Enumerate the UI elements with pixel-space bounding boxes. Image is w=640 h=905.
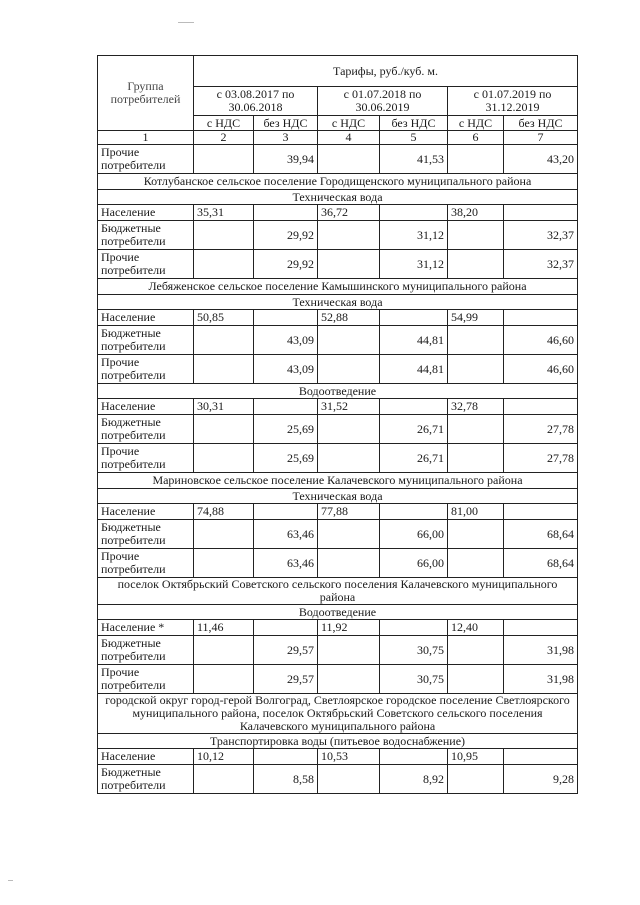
table-row: [98, 310, 578, 326]
table-row: [98, 145, 578, 174]
tariff-without-vat-cell: 46,60: [504, 355, 578, 384]
table-row: [98, 399, 578, 415]
tariff-without-vat-cell: [504, 205, 578, 221]
table-row: [98, 636, 578, 665]
tariff-with-vat-cell: [194, 221, 254, 250]
tariff-without-vat-cell: 31,98: [504, 636, 578, 665]
service-type-title: Техническая вода: [98, 295, 578, 310]
tariff-with-vat-cell: [448, 636, 504, 665]
tariff-without-vat-cell: [504, 749, 578, 765]
with-vat-header: с НДС: [318, 116, 380, 131]
tariff-with-vat-cell: [448, 520, 504, 549]
tariff-table: [97, 55, 578, 794]
consumer-group-label: Население: [98, 749, 194, 765]
consumer-group-label: Население: [98, 399, 194, 415]
without-vat-header: без НДС: [254, 116, 318, 131]
tariff-with-vat-cell: [194, 415, 254, 444]
consumer-group-label: Прочие потребители: [98, 665, 194, 694]
tariff-without-vat-cell: 8,58: [254, 765, 318, 794]
subsection-row: [98, 489, 578, 504]
consumer-group-label: Бюджетные потребители: [98, 765, 194, 794]
tariff-without-vat-cell: 44,81: [380, 326, 448, 355]
tariff-with-vat-cell: 81,00: [448, 504, 504, 520]
tariff-with-vat-cell: 35,31: [194, 205, 254, 221]
tariff-without-vat-cell: 41,53: [380, 145, 448, 174]
scan-artifact-mark: [178, 22, 194, 23]
tariff-without-vat-cell: [380, 749, 448, 765]
consumer-group-label: Прочие потребители: [98, 355, 194, 384]
section-title: городской округ город-герой Волгоград, Светлоярское городское поселение Светлоярского муниципального района, поселок Октябрьский Советского сельского поселения Калачевского муниципального района: [98, 694, 578, 734]
tariff-without-vat-cell: 9,28: [504, 765, 578, 794]
consumer-group-label: Прочие потребители: [98, 444, 194, 473]
tariff-with-vat-cell: [448, 145, 504, 174]
section-row: [98, 578, 578, 605]
tariff-with-vat-cell: [448, 765, 504, 794]
tariff-without-vat-cell: [254, 310, 318, 326]
section-row: [98, 279, 578, 295]
tariff-without-vat-cell: 29,57: [254, 665, 318, 694]
tariff-with-vat-cell: [318, 665, 380, 694]
consumer-group-label: Бюджетные потребители: [98, 520, 194, 549]
tariff-with-vat-cell: [318, 415, 380, 444]
service-type-title: Водоотведение: [98, 384, 578, 399]
tariff-without-vat-cell: 26,71: [380, 444, 448, 473]
consumer-group-label: Бюджетные потребители: [98, 221, 194, 250]
tariff-with-vat-cell: 10,95: [448, 749, 504, 765]
table-row: [98, 520, 578, 549]
tariff-without-vat-cell: 27,78: [504, 444, 578, 473]
tariff-with-vat-cell: [194, 145, 254, 174]
tariff-without-vat-cell: [380, 205, 448, 221]
table-row: [98, 355, 578, 384]
tariff-without-vat-cell: 26,71: [380, 415, 448, 444]
table-row: [98, 444, 578, 473]
tariff-without-vat-cell: 63,46: [254, 520, 318, 549]
tariff-with-vat-cell: 54,99: [448, 310, 504, 326]
without-vat-header: без НДС: [504, 116, 578, 131]
table-row: [98, 250, 578, 279]
tariff-without-vat-cell: [380, 310, 448, 326]
tariff-without-vat-cell: [254, 205, 318, 221]
tariff-with-vat-cell: [318, 636, 380, 665]
tariff-with-vat-cell: [448, 665, 504, 694]
table-row: [98, 415, 578, 444]
tariff-without-vat-cell: 25,69: [254, 444, 318, 473]
table-header: [98, 56, 578, 145]
consumer-group-label: Прочие потребители: [98, 250, 194, 279]
column-number: 2: [194, 131, 254, 145]
tariff-with-vat-cell: [194, 444, 254, 473]
table-row: [98, 765, 578, 794]
tariff-with-vat-cell: [318, 145, 380, 174]
service-type-title: Транспортировка воды (питьевое водоснабжение): [98, 734, 578, 749]
subsection-row: [98, 384, 578, 399]
consumer-group-label: Население: [98, 310, 194, 326]
tariff-with-vat-cell: 50,85: [194, 310, 254, 326]
consumer-group-label: Население: [98, 205, 194, 221]
column-number: 6: [448, 131, 504, 145]
column-number: 4: [318, 131, 380, 145]
table-body: [98, 145, 578, 794]
tariff-without-vat-cell: 66,00: [380, 549, 448, 578]
tariff-with-vat-cell: [448, 549, 504, 578]
consumer-group-label: Бюджетные потребители: [98, 636, 194, 665]
tariff-without-vat-cell: 68,64: [504, 520, 578, 549]
tariff-with-vat-cell: [194, 250, 254, 279]
tariff-without-vat-cell: [254, 504, 318, 520]
tariff-with-vat-cell: [448, 250, 504, 279]
tariff-with-vat-cell: [448, 415, 504, 444]
tariff-with-vat-cell: 11,46: [194, 620, 254, 636]
table-row: [98, 749, 578, 765]
period-header: с 01.07.2019 по 31.12.2019: [448, 87, 578, 116]
tariff-with-vat-cell: [194, 355, 254, 384]
period-header: с 01.07.2018 по 30.06.2019: [318, 87, 448, 116]
section-row: [98, 694, 578, 734]
section-title: Котлубанское сельское поселение Городищенского муниципального района: [98, 174, 578, 190]
tariff-with-vat-cell: [318, 250, 380, 279]
tariff-without-vat-cell: 68,64: [504, 549, 578, 578]
tariff-with-vat-cell: 12,40: [448, 620, 504, 636]
consumer-group-label: Прочие потребители: [98, 145, 194, 174]
tariff-with-vat-cell: [318, 765, 380, 794]
tariff-with-vat-cell: [194, 765, 254, 794]
tariff-with-vat-cell: [194, 665, 254, 694]
consumer-group-label: Население: [98, 504, 194, 520]
table-row: [98, 205, 578, 221]
tariff-with-vat-cell: [194, 636, 254, 665]
consumer-group-label: Население *: [98, 620, 194, 636]
tariff-with-vat-cell: [318, 444, 380, 473]
tariff-with-vat-cell: [318, 326, 380, 355]
section-title: Лебяженское сельское поселение Камышинского муниципального района: [98, 279, 578, 295]
column-number: 1: [98, 131, 194, 145]
tariff-with-vat-cell: [194, 520, 254, 549]
column-number: 5: [380, 131, 448, 145]
tariff-with-vat-cell: 52,88: [318, 310, 380, 326]
table-row: [98, 665, 578, 694]
tariff-with-vat-cell: 36,72: [318, 205, 380, 221]
tariff-without-vat-cell: 29,92: [254, 250, 318, 279]
tariff-without-vat-cell: 29,57: [254, 636, 318, 665]
tariff-without-vat-cell: 31,12: [380, 250, 448, 279]
subsection-row: [98, 605, 578, 620]
tariff-without-vat-cell: [504, 620, 578, 636]
tariff-without-vat-cell: 30,75: [380, 636, 448, 665]
tariff-without-vat-cell: 27,78: [504, 415, 578, 444]
tariff-without-vat-cell: [504, 504, 578, 520]
tariffs-header: Тарифы, руб./куб. м.: [194, 56, 578, 87]
with-vat-header: с НДС: [194, 116, 254, 131]
tariff-without-vat-cell: 25,69: [254, 415, 318, 444]
tariff-with-vat-cell: 10,12: [194, 749, 254, 765]
tariff-without-vat-cell: [254, 749, 318, 765]
without-vat-header: без НДС: [380, 116, 448, 131]
table-row: [98, 221, 578, 250]
tariff-without-vat-cell: 29,92: [254, 221, 318, 250]
tariff-with-vat-cell: [448, 326, 504, 355]
with-vat-header: с НДС: [448, 116, 504, 131]
tariff-with-vat-cell: [448, 444, 504, 473]
tariff-with-vat-cell: [194, 326, 254, 355]
tariff-without-vat-cell: 30,75: [380, 665, 448, 694]
section-row: [98, 473, 578, 489]
subsection-row: [98, 734, 578, 749]
tariff-without-vat-cell: 43,09: [254, 326, 318, 355]
subsection-row: [98, 190, 578, 205]
tariff-without-vat-cell: 32,37: [504, 221, 578, 250]
tariff-with-vat-cell: 10,53: [318, 749, 380, 765]
consumer-group-label: Прочие потребители: [98, 549, 194, 578]
column-number: 7: [504, 131, 578, 145]
tariff-without-vat-cell: 31,98: [504, 665, 578, 694]
tariff-with-vat-cell: 30,31: [194, 399, 254, 415]
service-type-title: Техническая вода: [98, 489, 578, 504]
tariff-with-vat-cell: [318, 520, 380, 549]
tariff-with-vat-cell: [194, 549, 254, 578]
tariff-with-vat-cell: [318, 355, 380, 384]
tariff-without-vat-cell: [380, 620, 448, 636]
tariff-without-vat-cell: 44,81: [380, 355, 448, 384]
service-type-title: Водоотведение: [98, 605, 578, 620]
tariff-without-vat-cell: 8,92: [380, 765, 448, 794]
section-row: [98, 174, 578, 190]
consumer-group-label: Бюджетные потребители: [98, 415, 194, 444]
scan-artifact-mark: [8, 880, 13, 881]
tariff-with-vat-cell: [318, 221, 380, 250]
tariff-with-vat-cell: 31,52: [318, 399, 380, 415]
tariff-with-vat-cell: [448, 221, 504, 250]
tariff-with-vat-cell: [448, 355, 504, 384]
tariff-without-vat-cell: [380, 504, 448, 520]
tariff-without-vat-cell: [504, 310, 578, 326]
tariff-without-vat-cell: [380, 399, 448, 415]
period-header: с 03.08.2017 по 30.06.2018: [194, 87, 318, 116]
table-row: [98, 504, 578, 520]
table-row: [98, 326, 578, 355]
table-row: [98, 549, 578, 578]
tariff-without-vat-cell: 32,37: [504, 250, 578, 279]
section-title: Мариновское сельское поселение Калачевского муниципального района: [98, 473, 578, 489]
column-number: 3: [254, 131, 318, 145]
tariff-with-vat-cell: 11,92: [318, 620, 380, 636]
tariff-without-vat-cell: 46,60: [504, 326, 578, 355]
table-row: [98, 620, 578, 636]
tariff-without-vat-cell: [504, 399, 578, 415]
tariff-with-vat-cell: 38,20: [448, 205, 504, 221]
tariff-with-vat-cell: 77,88: [318, 504, 380, 520]
consumer-group-label: Бюджетные потребители: [98, 326, 194, 355]
group-header: Группа потребителей: [98, 56, 194, 131]
tariff-without-vat-cell: 43,20: [504, 145, 578, 174]
tariff-with-vat-cell: 74,88: [194, 504, 254, 520]
tariff-without-vat-cell: 63,46: [254, 549, 318, 578]
tariff-without-vat-cell: 43,09: [254, 355, 318, 384]
section-title: поселок Октябрьский Советского сельского поселения Калачевского муниципального района: [98, 578, 578, 605]
tariff-without-vat-cell: 66,00: [380, 520, 448, 549]
tariff-with-vat-cell: [318, 549, 380, 578]
tariff-without-vat-cell: 39,94: [254, 145, 318, 174]
tariff-without-vat-cell: [254, 399, 318, 415]
service-type-title: Техническая вода: [98, 190, 578, 205]
tariff-without-vat-cell: 31,12: [380, 221, 448, 250]
tariff-with-vat-cell: 32,78: [448, 399, 504, 415]
tariff-without-vat-cell: [254, 620, 318, 636]
subsection-row: [98, 295, 578, 310]
